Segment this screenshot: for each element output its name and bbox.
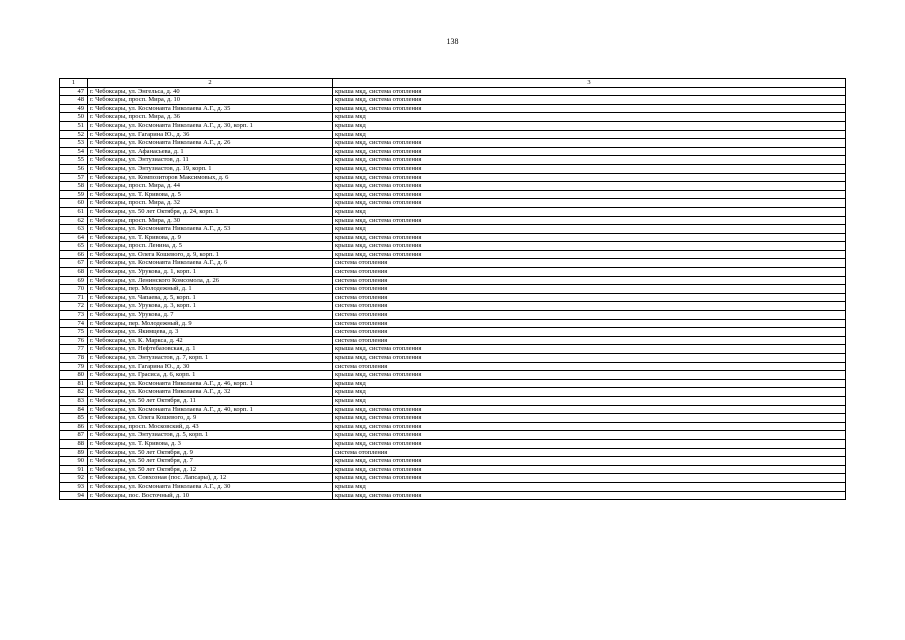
row-number: 50 <box>60 113 88 122</box>
table-row <box>60 242 846 251</box>
row-number: 59 <box>60 190 88 199</box>
row-number: 47 <box>60 87 88 96</box>
row-number: 92 <box>60 474 88 483</box>
table-row <box>60 164 846 173</box>
row-address: г. Чебоксары, ул. Гагарина Ю., д. 30 <box>88 362 333 371</box>
row-address: г. Чебоксары, ул. Энтузиастов, д. 5, корп. 1 <box>88 431 333 440</box>
row-number: 81 <box>60 379 88 388</box>
table-row <box>60 276 846 285</box>
row-address: г. Чебоксары, ул. Олега Кошевого, д. 9, корп. 1 <box>88 250 333 259</box>
row-works: крыша мкд, система отопления <box>333 474 846 483</box>
row-number: 93 <box>60 482 88 491</box>
row-works: крыша мкд, система отопления <box>333 139 846 148</box>
table-row <box>60 328 846 337</box>
row-address: г. Чебоксары, ул. Космонавта Николаева А.Г., д. 35 <box>88 104 333 113</box>
table-row <box>60 156 846 165</box>
header-row <box>60 79 846 88</box>
table-row <box>60 457 846 466</box>
table-row <box>60 474 846 483</box>
row-works: крыша мкд <box>333 225 846 234</box>
row-number: 62 <box>60 216 88 225</box>
table-row <box>60 268 846 277</box>
row-number: 77 <box>60 345 88 354</box>
table-body <box>60 87 846 500</box>
table-row <box>60 259 846 268</box>
row-address: г. Чебоксары, просп. Мира, д. 44 <box>88 182 333 191</box>
table-row <box>60 173 846 182</box>
row-works: система отопления <box>333 328 846 337</box>
table-row <box>60 121 846 130</box>
row-address: г. Чебоксары, ул. К. Маркса, д. 42 <box>88 336 333 345</box>
row-works: крыша мкд <box>333 482 846 491</box>
table-row <box>60 216 846 225</box>
row-number: 88 <box>60 439 88 448</box>
row-works: крыша мкд <box>333 379 846 388</box>
row-address: г. Чебоксары, ул. 50 лет Октября, д. 24, корп. 1 <box>88 207 333 216</box>
row-number: 49 <box>60 104 88 113</box>
row-address: г. Чебоксары, ул. Космонавта Николаева А.Г., д. 30 <box>88 482 333 491</box>
table-row <box>60 87 846 96</box>
row-works: система отопления <box>333 319 846 328</box>
table-row <box>60 250 846 259</box>
table-row <box>60 207 846 216</box>
table-header <box>60 79 846 88</box>
row-number: 80 <box>60 371 88 380</box>
row-address: г. Чебоксары, ул. Композиторов Максимовых, д. 6 <box>88 173 333 182</box>
row-works: крыша мкд, система отопления <box>333 439 846 448</box>
row-number: 54 <box>60 147 88 156</box>
row-address: г. Чебоксары, ул. 50 лет Октября, д. 7 <box>88 457 333 466</box>
row-number: 87 <box>60 431 88 440</box>
row-number: 75 <box>60 328 88 337</box>
table-row <box>60 130 846 139</box>
row-number: 94 <box>60 491 88 500</box>
row-address: г. Чебоксары, просп. Московский, д. 43 <box>88 422 333 431</box>
row-number: 85 <box>60 414 88 423</box>
table-row <box>60 190 846 199</box>
row-address: г. Чебоксары, ул. 50 лет Октября, д. 9 <box>88 448 333 457</box>
row-address: г. Чебоксары, пер. Молодежный, д. 1 <box>88 285 333 294</box>
row-number: 76 <box>60 336 88 345</box>
row-works: крыша мкд, система отопления <box>333 457 846 466</box>
column-header-number: 1 <box>60 79 88 88</box>
row-works: крыша мкд <box>333 396 846 405</box>
row-works: крыша мкд, система отопления <box>333 164 846 173</box>
table-row <box>60 388 846 397</box>
row-number: 73 <box>60 311 88 320</box>
row-address: г. Чебоксары, ул. Урукова, д. 1, корп. 1 <box>88 268 333 277</box>
row-works: крыша мкд, система отопления <box>333 199 846 208</box>
row-number: 84 <box>60 405 88 414</box>
table-row <box>60 414 846 423</box>
row-address: г. Чебоксары, ул. Ленинского Комсомола, д. 26 <box>88 276 333 285</box>
table-row <box>60 345 846 354</box>
row-number: 91 <box>60 465 88 474</box>
table-row <box>60 354 846 363</box>
table-row <box>60 336 846 345</box>
row-number: 78 <box>60 354 88 363</box>
row-works: крыша мкд, система отопления <box>333 147 846 156</box>
row-works: система отопления <box>333 362 846 371</box>
page-number: 138 <box>446 37 459 46</box>
row-works: крыша мкд <box>333 388 846 397</box>
row-works: система отопления <box>333 285 846 294</box>
row-address: г. Чебоксары, ул. Якимцева, д. 3 <box>88 328 333 337</box>
row-number: 79 <box>60 362 88 371</box>
table-row <box>60 293 846 302</box>
row-works: крыша мкд, система отопления <box>333 233 846 242</box>
table-row <box>60 147 846 156</box>
row-address: г. Чебоксары, ул. 50 лет Октября, д. 12 <box>88 465 333 474</box>
row-works: крыша мкд, система отопления <box>333 371 846 380</box>
row-works: крыша мкд, система отопления <box>333 242 846 251</box>
row-number: 65 <box>60 242 88 251</box>
table-row <box>60 302 846 311</box>
table-row <box>60 96 846 105</box>
housing-register-table <box>59 78 846 500</box>
table-row <box>60 225 846 234</box>
row-number: 63 <box>60 225 88 234</box>
table-row <box>60 448 846 457</box>
row-address: г. Чебоксары, ул. Урукова, д. 3, корп. 1 <box>88 302 333 311</box>
table-row <box>60 491 846 500</box>
row-address: г. Чебоксары, ул. Космонавта Николаева А.Г., д. 46, корп. 1 <box>88 379 333 388</box>
row-address: г. Чебоксары, ул. Нефтебазовская, д. 1 <box>88 345 333 354</box>
row-works: крыша мкд, система отопления <box>333 405 846 414</box>
row-address: г. Чебоксары, ул. Грасиса, д. 6, корп. 1 <box>88 371 333 380</box>
row-number: 56 <box>60 164 88 173</box>
row-number: 60 <box>60 199 88 208</box>
table-row <box>60 439 846 448</box>
row-works: система отопления <box>333 336 846 345</box>
row-address: г. Чебоксары, просп. Ленина, д. 5 <box>88 242 333 251</box>
row-number: 86 <box>60 422 88 431</box>
table-row <box>60 405 846 414</box>
row-works: крыша мкд <box>333 207 846 216</box>
table-row <box>60 233 846 242</box>
row-works: крыша мкд, система отопления <box>333 182 846 191</box>
row-address: г. Чебоксары, ул. Энтузиастов, д. 11 <box>88 156 333 165</box>
row-address: г. Чебоксары, ул. Совхозная (пос. Лапсары), д. 12 <box>88 474 333 483</box>
row-number: 61 <box>60 207 88 216</box>
row-works: крыша мкд, система отопления <box>333 354 846 363</box>
row-number: 48 <box>60 96 88 105</box>
row-address: г. Чебоксары, просп. Мира, д. 32 <box>88 199 333 208</box>
row-works: крыша мкд, система отопления <box>333 156 846 165</box>
table-row <box>60 182 846 191</box>
table-row <box>60 371 846 380</box>
table-row <box>60 482 846 491</box>
row-works: крыша мкд <box>333 130 846 139</box>
row-address: г. Чебоксары, пос. Восточный, д. 10 <box>88 491 333 500</box>
row-address: г. Чебоксары, просп. Мира, д. 36 <box>88 113 333 122</box>
column-header-address: 2 <box>88 79 333 88</box>
row-number: 55 <box>60 156 88 165</box>
row-address: г. Чебоксары, ул. Гагарина Ю., д. 36 <box>88 130 333 139</box>
row-number: 53 <box>60 139 88 148</box>
row-address: г. Чебоксары, ул. Т. Кривова, д. 5 <box>88 190 333 199</box>
row-works: система отопления <box>333 302 846 311</box>
row-works: система отопления <box>333 276 846 285</box>
row-address: г. Чебоксары, ул. Космонавта Николаева А.Г., д. 30, корп. 1 <box>88 121 333 130</box>
row-number: 89 <box>60 448 88 457</box>
table-row <box>60 311 846 320</box>
row-address: г. Чебоксары, ул. Энгельса, д. 40 <box>88 87 333 96</box>
row-works: система отопления <box>333 268 846 277</box>
row-address: г. Чебоксары, просп. Мира, д. 10 <box>88 96 333 105</box>
row-number: 69 <box>60 276 88 285</box>
row-works: крыша мкд, система отопления <box>333 190 846 199</box>
row-number: 68 <box>60 268 88 277</box>
row-address: г. Чебоксары, ул. Т. Кривова, д. 9 <box>88 233 333 242</box>
row-works: крыша мкд, система отопления <box>333 422 846 431</box>
row-works: крыша мкд, система отопления <box>333 216 846 225</box>
row-address: г. Чебоксары, ул. Т. Кривова, д. 3 <box>88 439 333 448</box>
row-works: крыша мкд, система отопления <box>333 96 846 105</box>
row-number: 58 <box>60 182 88 191</box>
row-number: 90 <box>60 457 88 466</box>
column-header-works: 3 <box>333 79 846 88</box>
row-number: 71 <box>60 293 88 302</box>
row-works: система отопления <box>333 448 846 457</box>
row-address: г. Чебоксары, ул. Космонавта Николаева А.Г., д. 26 <box>88 139 333 148</box>
row-address: г. Чебоксары, ул. Энтузиастов, д. 19, корп. 1 <box>88 164 333 173</box>
row-number: 64 <box>60 233 88 242</box>
row-works: крыша мкд, система отопления <box>333 173 846 182</box>
row-address: г. Чебоксары, пер. Молодежный, д. 9 <box>88 319 333 328</box>
table-row <box>60 379 846 388</box>
row-address: г. Чебоксары, ул. Олега Кошевого, д. 9 <box>88 414 333 423</box>
row-number: 82 <box>60 388 88 397</box>
row-number: 51 <box>60 121 88 130</box>
row-works: крыша мкд <box>333 113 846 122</box>
row-address: г. Чебоксары, ул. Космонавта Николаева А.Г., д. 6 <box>88 259 333 268</box>
row-address: г. Чебоксары, ул. 50 лет Октября, д. 11 <box>88 396 333 405</box>
table-row <box>60 113 846 122</box>
table-row <box>60 422 846 431</box>
row-address: г. Чебоксары, ул. Космонавта Николаева А.Г., д. 40, корп. 1 <box>88 405 333 414</box>
table-row <box>60 285 846 294</box>
table-row <box>60 104 846 113</box>
table-row <box>60 396 846 405</box>
table-row <box>60 362 846 371</box>
row-number: 72 <box>60 302 88 311</box>
row-works: крыша мкд, система отопления <box>333 104 846 113</box>
row-address: г. Чебоксары, просп. Мира, д. 30 <box>88 216 333 225</box>
row-address: г. Чебоксары, ул. Космонавта Николаева А.Г., д. 53 <box>88 225 333 234</box>
row-number: 74 <box>60 319 88 328</box>
row-number: 83 <box>60 396 88 405</box>
row-address: г. Чебоксары, ул. Чапаева, д. 5, корп. 1 <box>88 293 333 302</box>
table-row <box>60 139 846 148</box>
row-works: крыша мкд, система отопления <box>333 465 846 474</box>
row-works: система отопления <box>333 259 846 268</box>
row-address: г. Чебоксары, ул. Урукова, д. 7 <box>88 311 333 320</box>
row-works: крыша мкд, система отопления <box>333 87 846 96</box>
row-number: 70 <box>60 285 88 294</box>
table-row <box>60 431 846 440</box>
row-number: 67 <box>60 259 88 268</box>
row-works: система отопления <box>333 293 846 302</box>
row-works: крыша мкд, система отопления <box>333 414 846 423</box>
row-works: крыша мкд, система отопления <box>333 491 846 500</box>
row-address: г. Чебоксары, ул. Афанасьева, д. 1 <box>88 147 333 156</box>
row-number: 57 <box>60 173 88 182</box>
row-works: крыша мкд, система отопления <box>333 345 846 354</box>
row-works: крыша мкд, система отопления <box>333 431 846 440</box>
row-works: крыша мкд, система отопления <box>333 250 846 259</box>
row-works: крыша мкд <box>333 121 846 130</box>
row-address: г. Чебоксары, ул. Энтузиастов, д. 7, корп. 1 <box>88 354 333 363</box>
table-row <box>60 319 846 328</box>
table-row <box>60 465 846 474</box>
row-works: система отопления <box>333 311 846 320</box>
row-number: 52 <box>60 130 88 139</box>
row-number: 66 <box>60 250 88 259</box>
table-row <box>60 199 846 208</box>
row-address: г. Чебоксары, ул. Космонавта Николаева А.Г., д. 32 <box>88 388 333 397</box>
